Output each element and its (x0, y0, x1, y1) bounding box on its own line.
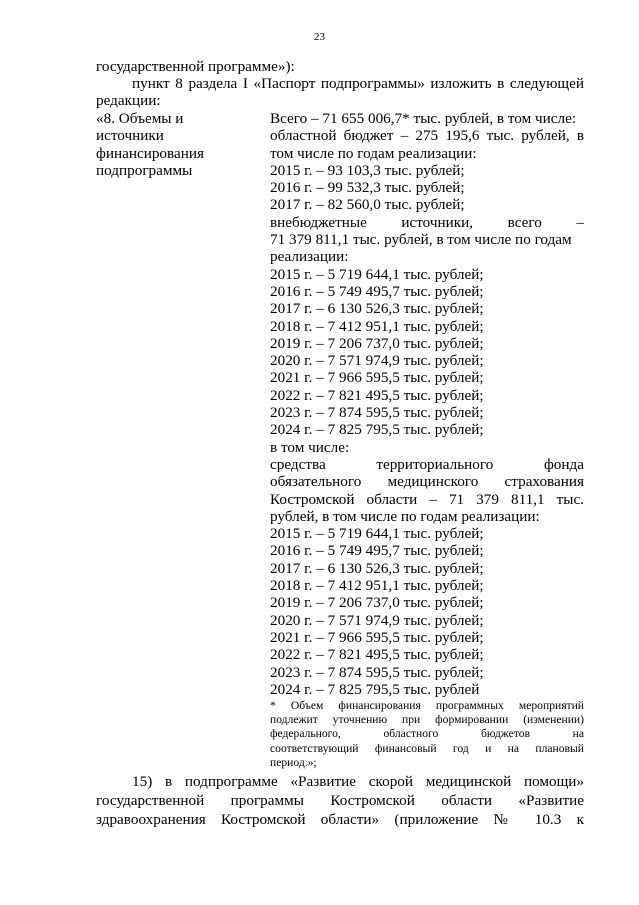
financing-line: обязательного медицинского страхования (270, 473, 584, 491)
financing-year-line: 2022 г. – 7 821 495,5 тыс. рублей; (270, 646, 484, 664)
financing-year-line: 2016 г. – 5 749 495,7 тыс. рублей; (270, 282, 484, 300)
financing-year-line: 2019 г. – 7 206 737,0 тыс. рублей; (270, 594, 484, 612)
section-label-line: финансирования (96, 144, 204, 162)
financing-year-line: 2020 г. – 7 571 974,9 тыс. рублей; (270, 352, 484, 370)
financing-year-line: 2016 г. – 99 532,3 тыс. рублей; (270, 179, 465, 197)
intro-line-2: пункт 8 раздела I «Паспорт подпрограммы» изложить в следующей (132, 75, 584, 92)
financing-line: Костромской области – 71 379 811,1 тыс. (270, 490, 584, 508)
financing-details (270, 110, 584, 698)
footnote-line: * Объем финансирования программных мероприятий (270, 699, 584, 712)
section-label (96, 110, 256, 179)
financing-year-line: 2024 г. – 7 825 795,5 тыс. рублей; (270, 421, 484, 439)
closing-line-2: государственной программы Костромской области «Развитие (96, 792, 584, 809)
financing-line: средства территориального фонда (270, 455, 584, 473)
financing-year-line: 2017 г. – 82 560,0 тыс. рублей; (270, 196, 465, 214)
section-label-line: источники (96, 127, 164, 145)
financing-year-line: 2018 г. – 7 412 951,1 тыс. рублей; (270, 317, 484, 335)
financing-year-line: 2018 г. – 7 412 951,1 тыс. рублей; (270, 577, 484, 595)
financing-line: рублей, в том числе по годам реализации: (270, 507, 540, 525)
financing-line: том числе по годам реализации: (270, 144, 477, 162)
footnote (270, 699, 584, 770)
footnote-line: федерального, областного бюджетов на (270, 727, 584, 741)
financing-year-line: 2015 г. – 93 103,3 тыс. рублей; (270, 161, 465, 179)
financing-year-line: 2021 г. – 7 966 595,5 тыс. рублей; (270, 369, 484, 387)
financing-year-line: 2019 г. – 7 206 737,0 тыс. рублей; (270, 334, 484, 352)
intro-line-1: государственной программе»): (96, 58, 295, 75)
financing-total: Всего – 71 655 006,7* тыс. рублей, в том числе: (270, 110, 577, 127)
financing-year-line: 2015 г. – 5 719 644,1 тыс. рублей; (270, 525, 484, 543)
financing-year-line: 2017 г. – 6 130 526,3 тыс. рублей; (270, 300, 484, 318)
closing-line-3: здравоохранения Костромской области» (приложение № 10.3 к (96, 811, 584, 828)
intro-line-3: редакции: (96, 92, 161, 109)
financing-year-line: 2017 г. – 6 130 526,3 тыс. рублей; (270, 559, 484, 577)
footnote-line: соответствующий финансовый год и на плановый (270, 741, 584, 755)
financing-line: в том числе: (270, 438, 350, 456)
financing-year-line: 2016 г. – 5 749 495,7 тыс. рублей; (270, 542, 484, 560)
financing-line: внебюджетные источники, всего – (270, 213, 584, 231)
section-label-line: «8. Объемы и (96, 110, 184, 127)
financing-line: областной бюджет – 275 195,6 тыс. рублей, в (270, 127, 584, 145)
financing-year-line: 2021 г. – 7 966 595,5 тыс. рублей; (270, 628, 484, 646)
footnote-line: период.»; (270, 755, 317, 769)
financing-year-line: 2023 г. – 7 874 595,5 тыс. рублей; (270, 404, 484, 422)
financing-line: 71 379 811,1 тыс. рублей, в том числе по годам (270, 231, 572, 249)
financing-year-line: 2024 г. – 7 825 795,5 тыс. рублей (270, 680, 480, 698)
financing-year-line: 2015 г. – 5 719 644,1 тыс. рублей; (270, 265, 484, 283)
closing-line-1: 15) в подпрограмме «Развитие скорой медицинской помощи» (132, 773, 584, 790)
financing-year-line: 2020 г. – 7 571 974,9 тыс. рублей; (270, 611, 484, 629)
section-label-line: подпрограммы (96, 161, 193, 179)
page-number: 23 (314, 31, 325, 43)
financing-year-line: 2022 г. – 7 821 495,5 тыс. рублей; (270, 386, 484, 404)
footnote-line: подлежит уточнению при формировании (изменении) (270, 713, 584, 727)
financing-year-line: 2023 г. – 7 874 595,5 тыс. рублей; (270, 663, 484, 681)
financing-line: реализации: (270, 248, 349, 266)
